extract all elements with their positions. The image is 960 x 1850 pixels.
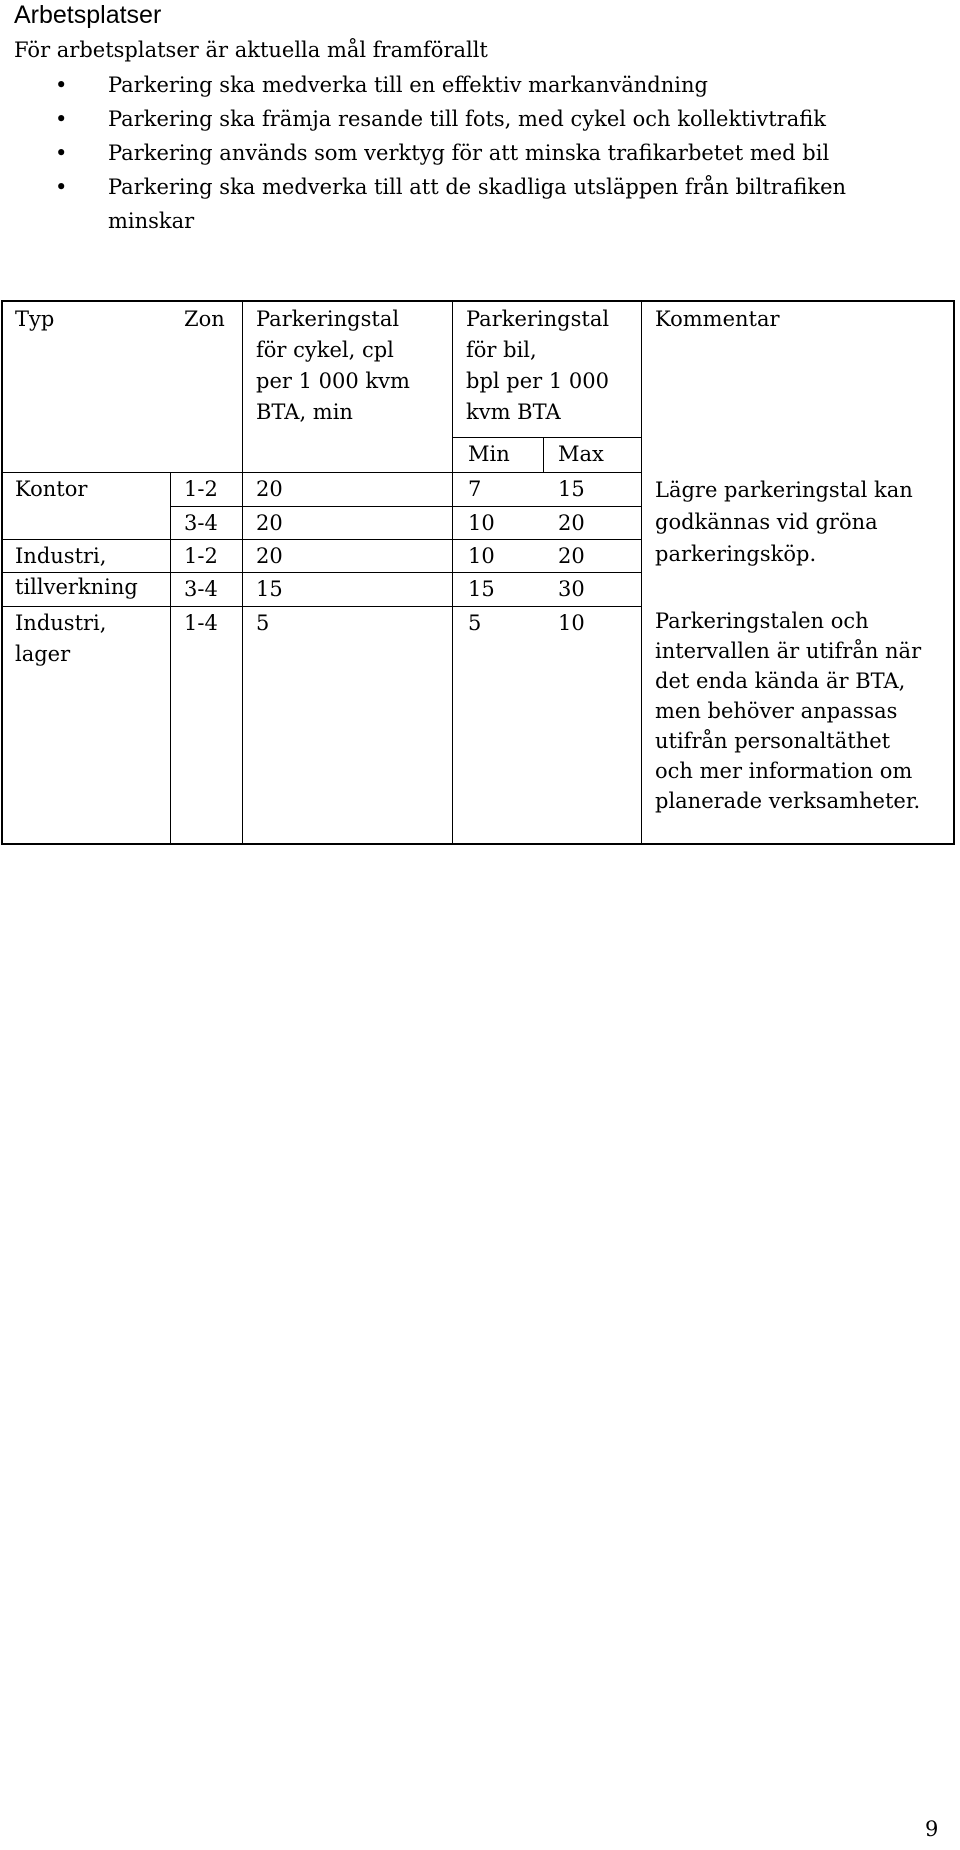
cell-zon: 3-4 [184,511,218,535]
cell-max: 10 [558,611,585,635]
cell-max: 20 [558,511,585,535]
goals-list [55,68,915,238]
parking-table [1,300,955,845]
grid-line [170,472,171,843]
header-min: Min [468,442,510,466]
comment-line: planerade verksamheter. [655,789,921,813]
bullet-icon: • [55,141,68,165]
grid-line [3,606,641,607]
cell-min: 15 [468,577,495,601]
comment-line: parkeringsköp. [655,542,817,566]
header-cykel [256,304,410,428]
grid-line [170,506,641,507]
comment-line: intervallen är utifrån när [655,639,922,663]
header-line: för cykel, cpl [256,338,394,362]
header-bil [466,304,609,428]
type-industri-tillverkning [15,541,138,603]
cell-min: 10 [468,511,495,535]
header-kommentar: Kommentar [655,307,780,331]
comment-line: och mer information om [655,759,913,783]
type-kontor: Kontor [15,477,88,501]
list-item [55,136,915,170]
cell-zon: 1-2 [184,544,218,568]
cell-zon: 3-4 [184,577,218,601]
cell-max: 30 [558,577,585,601]
type-line: Industri, [15,611,107,635]
grid-line [543,437,544,472]
header-line: bpl per 1 000 [466,369,609,393]
list-item-text: Parkering ska medverka till att de skadliga utsläppen från biltrafiken minskar [108,175,847,233]
list-item [55,170,878,238]
list-item [55,68,915,102]
cell-cykel: 5 [256,611,270,635]
list-item [55,102,915,136]
grid-line [641,302,642,843]
comment-parking-figures [655,606,921,816]
header-line: Parkeringstal [466,307,610,331]
grid-line [3,539,641,540]
comment-line: det enda kända är BTA, [655,669,906,693]
type-line: tillverkning [15,575,138,599]
cell-cykel: 20 [256,477,283,501]
cell-min: 7 [468,477,482,501]
cell-cykel: 15 [256,577,283,601]
header-line: Parkeringstal [256,307,400,331]
cell-max: 20 [558,544,585,568]
cell-cykel: 20 [256,511,283,535]
grid-line [452,437,641,438]
type-line: Industri, [15,544,107,568]
grid-line [3,472,641,473]
cell-zon: 1-2 [184,477,218,501]
comment-line: Parkeringstalen och [655,609,869,633]
cell-max: 15 [558,477,585,501]
list-item-text: Parkering används som verktyg för att minska trafikarbetet med bil [108,141,830,165]
header-line: per 1 000 kvm [256,369,410,393]
comment-line: Lägre parkeringstal kan [655,478,913,502]
cell-cykel: 20 [256,544,283,568]
header-zon: Zon [184,307,225,331]
header-line: kvm BTA [466,400,561,424]
intro-text: För arbetsplatser är aktuella mål framförallt [14,38,488,62]
cell-min: 10 [468,544,495,568]
header-line: BTA, min [256,400,353,424]
comment-lower-parking [655,474,913,570]
cell-min: 5 [468,611,482,635]
comment-line: utifrån personaltäthet [655,729,891,753]
bullet-icon: • [55,107,68,131]
list-item-text: Parkering ska medverka till en effektiv markanvändning [108,73,708,97]
type-line: lager [15,642,71,666]
list-item-text: Parkering ska främja resande till fots, med cykel och kollektivtrafik [108,107,826,131]
bullet-icon: • [55,73,68,97]
header-typ: Typ [15,307,55,331]
cell-zon: 1-4 [184,611,218,635]
header-max: Max [558,442,604,466]
type-industri-lager [15,608,106,670]
page-number: 9 [925,1817,939,1841]
header-line: för bil, [466,338,537,362]
bullet-icon: • [55,175,68,199]
section-heading: Arbetsplatser [14,1,162,29]
comment-line: men behöver anpassas [655,699,898,723]
comment-line: godkännas vid gröna [655,510,878,534]
